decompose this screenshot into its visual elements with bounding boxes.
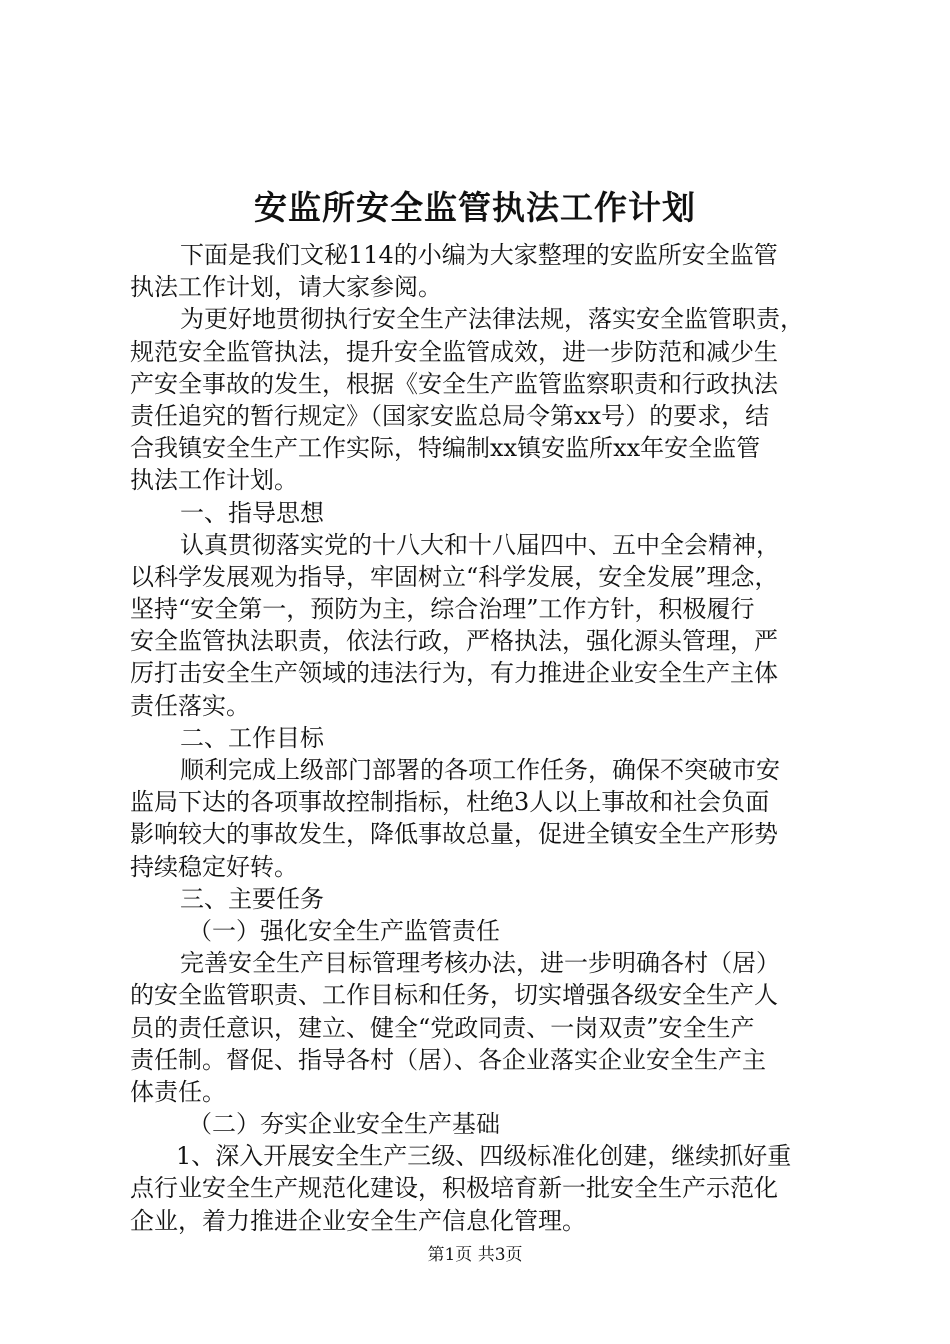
text-line: 体责任。 (130, 1077, 226, 1106)
text-line: 1、深入开展安全生产三级、四级标准化创建，继续抓好重 (176, 1142, 792, 1171)
text-line: 持续稳定好转。 (130, 852, 298, 881)
text-line: 坚持“安全第一，预防为主，综合治理”工作方针，积极履行 (130, 595, 755, 624)
text-line: 责任追究的暂行规定》（国家安监总局令第xx号）的要求，结 (130, 401, 770, 430)
text-line: 的安全监管职责、工作目标和任务，切实增强各级安全生产人 (130, 981, 778, 1010)
text-line: 监局下达的各项事故控制指标，杜绝3人以上事故和社会负面 (130, 788, 770, 817)
text-line: 为更好地贯彻执行安全生产法律法规，落实安全监管职责， (180, 305, 804, 334)
subsection-heading: （一）强化安全生产监管责任 (188, 916, 500, 945)
section-heading: 二、工作目标 (180, 723, 324, 752)
text-line: 顺利完成上级部门部署的各项工作任务，确保不突破市安 (180, 756, 780, 784)
document-title: 安监所安全监管执法工作计划 (254, 188, 696, 227)
text-line: 责任制。督促、指导各村（居）、各企业落实企业安全生产主 (130, 1045, 766, 1074)
text-line: 责任落实。 (130, 691, 250, 720)
text-line: 厉打击安全生产领域的违法行为，有力推进企业安全生产主体 (130, 659, 778, 688)
text-line: 点行业安全生产规范化建设，积极培育新一批安全生产示范化 (130, 1174, 778, 1203)
text-line: 执法工作计划，请大家参阅。 (130, 273, 442, 302)
text-line: 企业，着力推进企业安全生产信息化管理。 (130, 1206, 586, 1235)
text-line: 安全监管执法职责，依法行政，严格执法，强化源头管理，严 (130, 627, 778, 656)
text-line: 以科学发展观为指导，牢固树立“科学发展，安全发展”理念， (130, 562, 779, 591)
text-line: 执法工作计划。 (130, 466, 298, 495)
text-line: 完善安全生产目标管理考核办法，进一步明确各村（居） (180, 949, 780, 978)
section-heading: 三、主要任务 (180, 884, 324, 913)
text-line: 员的责任意识，建立、健全“党政同责、一岗双责”安全生产 (130, 1013, 755, 1042)
page-footer: 第1页 共3页 (427, 1245, 523, 1265)
text-line: 产安全事故的发生，根据《安全生产监管监察职责和行政执法 (130, 369, 778, 398)
text-line: 合我镇安全生产工作实际，特编制xx镇安监所xx年安全监管 (130, 434, 761, 463)
text-line: 影响较大的事故发生，降低事故总量，促进全镇安全生产形势 (130, 820, 778, 849)
subsection-heading: （二）夯实企业安全生产基础 (188, 1110, 500, 1139)
text-line: 下面是我们文秘114的小编为大家整理的安监所安全监管 (180, 241, 778, 269)
text-line: 规范安全监管执法，提升安全监管成效，进一步防范和减少生 (130, 337, 778, 366)
text-line: 认真贯彻落实党的十八大和十八届四中、五中全会精神， (180, 530, 780, 559)
section-heading: 一、指导思想 (180, 498, 324, 527)
document-body (130, 239, 830, 1237)
